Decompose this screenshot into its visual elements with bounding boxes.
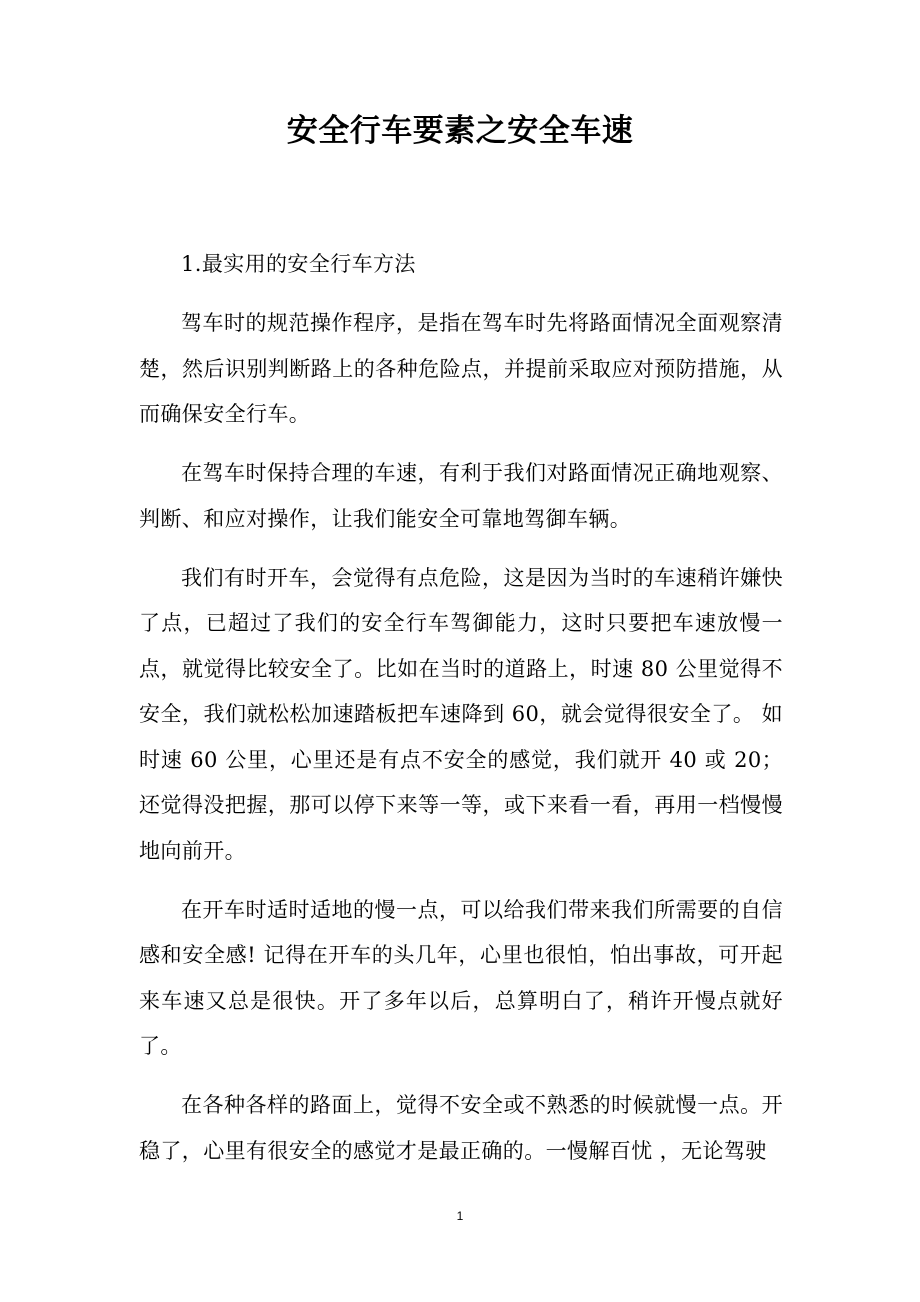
section-heading: 1.最实用的安全行车方法 bbox=[181, 252, 416, 276]
document-title: 安全行车要素之安全车速 bbox=[286, 113, 634, 149]
document-body bbox=[139, 242, 783, 1188]
body-paragraph: 在开车时适时适地的慢一点，可以给我们带来我们所需要的自信感和安全感! 记得在开车的头几年，心里也很怕，怕出事故，可开起来车速又总是很快。开了多年以后，总算明白了，稍许开慢点就好了。 bbox=[139, 897, 783, 1058]
page-number: 1 bbox=[456, 1209, 464, 1223]
body-paragraph: 在驾车时保持合理的车速，有利于我们对路面情况正确地观察、判断、和应对操作，让我们能安全可靠地驾御车辆。 bbox=[139, 461, 783, 531]
body-paragraph: 我们有时开车，会觉得有点危险，这是因为当时的车速稍许嫌快了点，已超过了我们的安全行车驾御能力，这时只要把车速放慢一点，就觉得比较安全了。比如在当时的道路上，时速 80 公里觉得不安全，我们就松松加速踏板把车速降到 60，就会觉得很安全了。 如时速 60 公里，心里还是有点不安全的感觉，我们就开 40 或 20；还觉得没把握，那可以停下来等一等，或下来看一看，再用一档慢慢地向前开。 bbox=[139, 565, 783, 863]
body-paragraph: 在各种各样的路面上，觉得不安全或不熟悉的时候就慢一点。开稳了，心里有很安全的感觉才是最正确的。一慢解百忧 ，无论驾驶 bbox=[139, 1093, 783, 1163]
body-paragraph: 驾车时的规范操作程序，是指在驾车时先将路面情况全面观察清楚，然后识别判断路上的各种危险点，并提前采取应对预防措施，从而确保安全行车。 bbox=[139, 311, 783, 426]
